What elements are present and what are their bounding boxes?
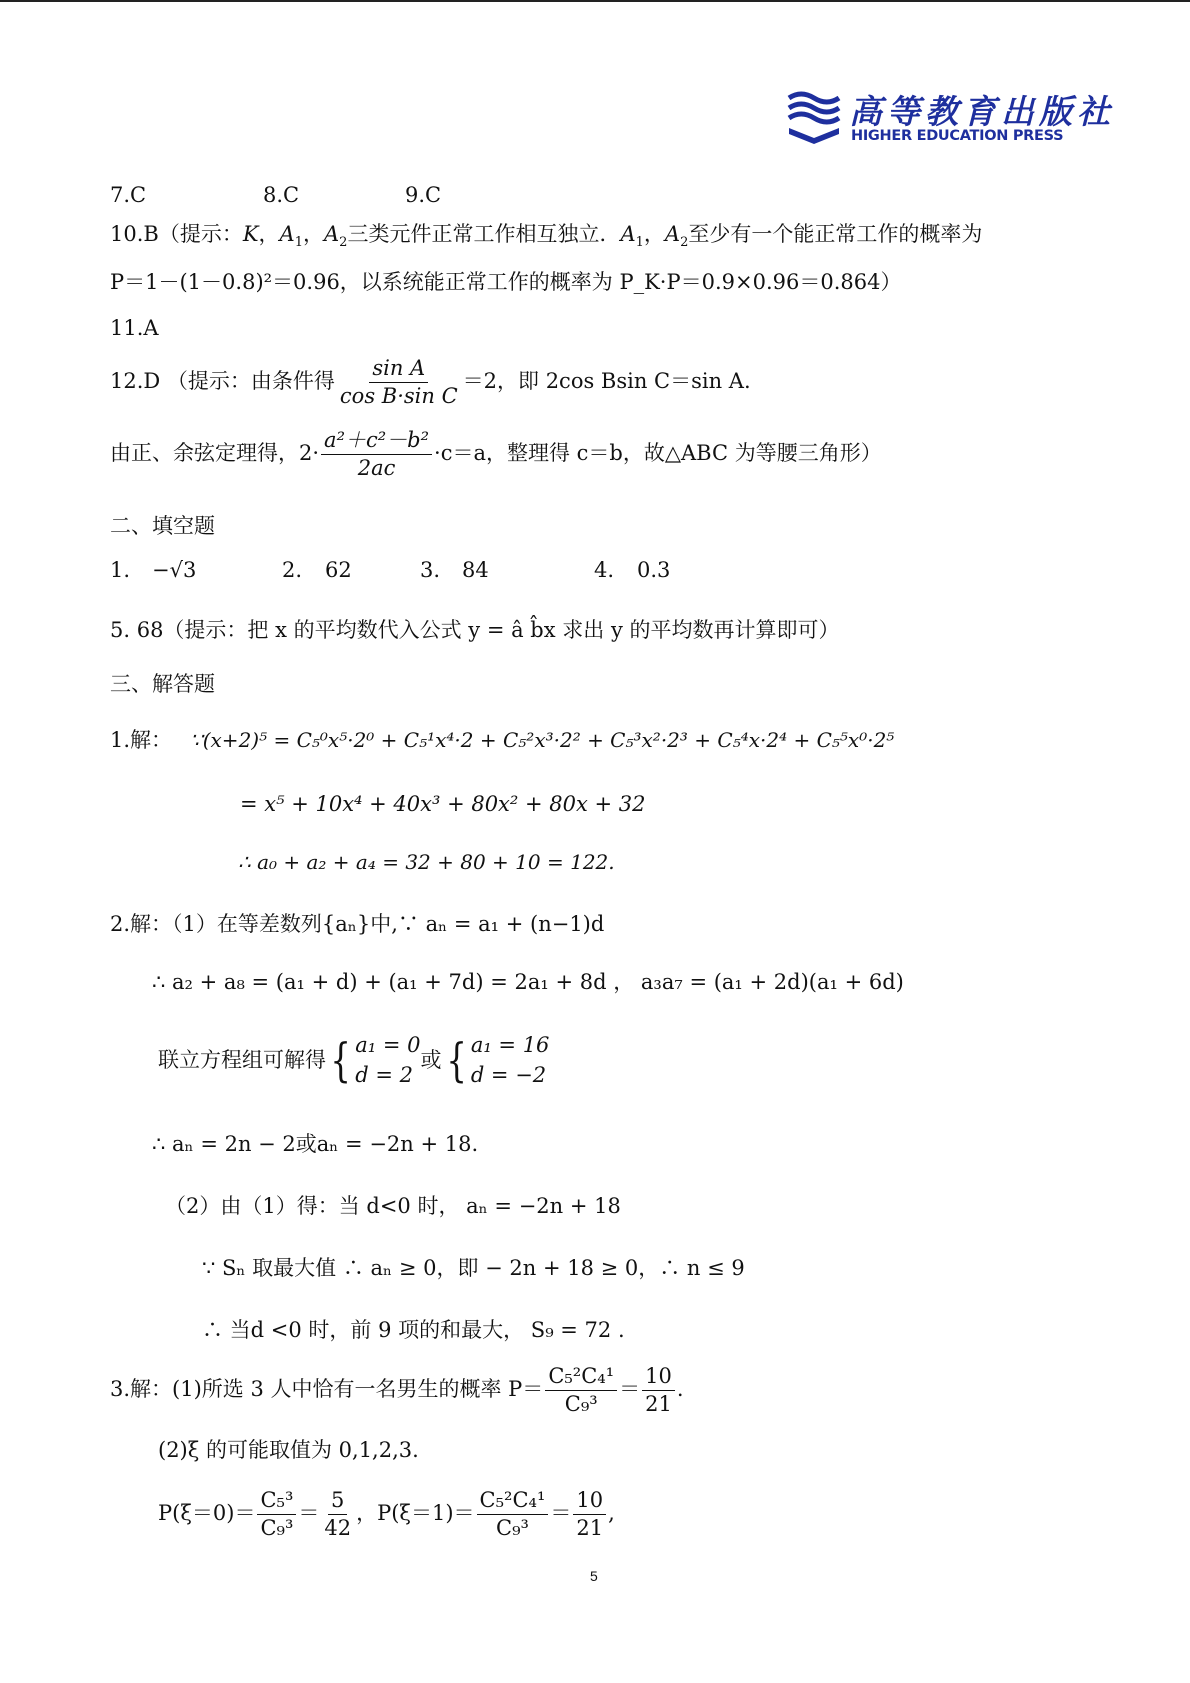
- page-number: 5: [590, 1568, 598, 1584]
- problem-2-line-6: ∵ Sₙ 取最大值 ∴ aₙ ≥ 0，即 − 2n + 18 ≥ 0，∴ n ≤ 9: [202, 1256, 745, 1280]
- answer-12b-fraction: [321, 428, 432, 481]
- problem-2-system: [158, 1030, 549, 1091]
- problem-1-label: 1.解：: [110, 728, 173, 752]
- problem-3-line-1: [110, 1364, 684, 1417]
- system-or: 或: [420, 1047, 442, 1072]
- fill-1-value: −√3: [152, 558, 197, 582]
- equation-system-1: { a₁ = 0 d = 2: [326, 1030, 421, 1091]
- fraction-denominator: cos B·sin C: [339, 384, 458, 409]
- answer-12-fraction: [337, 356, 461, 409]
- answer-11: 11.A: [110, 316, 159, 340]
- problem-2-line-2: ∴ a₂ + a₈ = (a₁ + d) + (a₁ + 7d) = 2a₁ + 8d ， a₃a₇ = (a₁ + 2d)(a₁ + 6d): [152, 970, 904, 994]
- fill-3-value: 84: [462, 558, 489, 582]
- system-1-row-2: d = 2: [355, 1063, 414, 1088]
- fill-2-label: 2.: [282, 558, 303, 582]
- prob-xi-1-label: ，P(ξ＝1)＝: [356, 1501, 475, 1526]
- logo-chinese-text: 高等教育出版社: [849, 92, 1115, 131]
- section-heading-fill: 二、填空题: [110, 514, 215, 538]
- fill-5: 5. 68（提示：把 x 的平均数代入公式 y = â b̂x 求出 y 的平均数再计算即可）: [110, 618, 840, 642]
- fill-3-label: 3.: [420, 558, 441, 582]
- answer-10-end: 至少有一个能正常工作的概率为: [688, 222, 983, 246]
- fraction-denominator: C₉³: [496, 1516, 529, 1541]
- fraction-numerator: 10: [642, 1364, 675, 1391]
- logo-english-text: HIGHER EDUCATION PRESS: [851, 128, 1064, 144]
- problem-1-conclusion: ∴ a₀ + a₂ + a₄ = 32 + 80 + 10 = 122.: [238, 850, 615, 874]
- problem-3-intro: 3.解：(1)所选 3 人中恰有一名男生的概率 P＝: [110, 1377, 544, 1402]
- problem-1-expansion: ∵(x+2)⁵ = C₅⁰x⁵·2⁰ + C₅¹x⁴·2 + C₅²x³·2² + C₅³x²·2³ + C₅⁴x·2⁴ + C₅⁵x⁰·2⁵: [190, 728, 895, 752]
- system-2-row-1: a₁ = 16: [470, 1033, 550, 1057]
- system-intro: 联立方程组可解得: [158, 1047, 326, 1072]
- answer-12b-prefix: 由正、余弦定理得，2·: [110, 441, 320, 466]
- prob-xi-0-label: P(ξ＝0)＝: [158, 1501, 256, 1526]
- publisher-emblem-icon: [785, 88, 843, 144]
- problem-2-line-4: ∴ aₙ = 2n − 2或aₙ = −2n + 18.: [152, 1132, 479, 1156]
- answer-12-line-2: [110, 428, 882, 481]
- problem-2-line-5: （2）由（1）得：当 d<0 时， aₙ = −2n + 18: [165, 1194, 621, 1218]
- problem-3-line-2: (2)ξ 的可能取值为 0,1,2,3.: [158, 1438, 419, 1462]
- publisher-logo: [785, 86, 1115, 146]
- answer-12b-suffix: ·c＝a，整理得 c＝b，故△ABC 为等腰三角形）: [434, 441, 882, 466]
- fraction-denominator: 21: [645, 1392, 672, 1417]
- fraction-numerator: sin A: [369, 356, 428, 383]
- prob-xi-1-fraction: [477, 1488, 549, 1541]
- fraction-numerator: 5: [328, 1488, 347, 1515]
- problem-2-line-1: 2.解：（1）在等差数列{aₙ}中,∵ aₙ = a₁ + (n−1)d: [110, 912, 605, 936]
- problem-1-result: = x⁵ + 10x⁴ + 40x³ + 80x² + 80x + 32: [240, 792, 646, 816]
- fraction-denominator: C₉³: [564, 1392, 598, 1417]
- answer-12-prefix: 12.D （提示：由条件得: [110, 369, 335, 394]
- trailing-comma: ,: [608, 1501, 615, 1526]
- fraction-denominator: 21: [576, 1516, 604, 1541]
- answer-10-line-2: P＝1－(1－0.8)²＝0.96，以系统能正常工作的概率为 P_K·P＝0.9×0.96＝0.864）: [110, 270, 902, 294]
- system-1-row-1: a₁ = 0: [355, 1033, 421, 1057]
- fraction-numerator: C₅²C₄¹: [545, 1364, 617, 1391]
- fraction-denominator: 2ac: [357, 456, 396, 481]
- fraction-denominator: 42: [324, 1516, 352, 1541]
- prob-xi-0-fraction: [257, 1488, 296, 1541]
- prob-xi-1-value: [573, 1488, 606, 1541]
- answer-10-prefix: 10.B（提示：: [110, 222, 243, 246]
- problem-3-fraction-2: [642, 1364, 675, 1417]
- prob-xi-0-value: [321, 1488, 354, 1541]
- period: .: [676, 1377, 684, 1402]
- equation-system-2: { a₁ = 16 d = −2: [442, 1030, 550, 1091]
- fraction-numerator: a²＋c²－b²: [321, 428, 432, 455]
- system-2-row-2: d = −2: [470, 1063, 547, 1088]
- problem-3-line-3: P(ξ＝0)＝ $\frac{\text{C₅³}}{\text{C₉³}}$ ＝ $\frac{5}{42}$ ，P(ξ＝1)＝ $\frac{\text{C₅²C₄¹}}{\text{C₉³}}$ ＝ $\frac{10}{21}$ ,: [158, 1488, 615, 1541]
- section-heading-solve: 三、解答题: [110, 672, 215, 696]
- answer-10-middle: 三类元件正常工作相互独立．: [347, 222, 621, 246]
- fill-1-label: 1.: [110, 558, 131, 582]
- fraction-numerator: C₅³: [257, 1488, 296, 1515]
- fraction-denominator: C₉³: [260, 1516, 294, 1541]
- fraction-numerator: C₅²C₄¹: [477, 1488, 549, 1515]
- top-rule: [0, 0, 1190, 2]
- fraction-numerator: 10: [573, 1488, 606, 1515]
- fill-2-value: 62: [325, 558, 352, 582]
- fill-4-label: 4.: [594, 558, 615, 582]
- equals-sign: ＝: [619, 1377, 641, 1402]
- problem-3-fraction-1: [545, 1364, 617, 1417]
- answer-9: 9.C: [405, 183, 442, 207]
- answer-10-line-1: 10.B（提示：K，$A_1$，$A_2$三类元件正常工作相互独立．$A_1$，$A_2$至少有一个能正常工作的概率为: [110, 222, 983, 251]
- fill-4-value: 0.3: [637, 558, 671, 582]
- answer-7: 7.C: [110, 183, 147, 207]
- answer-12-suffix: ＝2，即 2cos Bsin C＝sin A.: [462, 369, 751, 394]
- answer-12-line-1: [110, 356, 751, 409]
- answer-8: 8.C: [263, 183, 300, 207]
- problem-2-line-7: ∴ 当d <0 时，前 9 项的和最大， S₉ = 72 .: [202, 1318, 625, 1342]
